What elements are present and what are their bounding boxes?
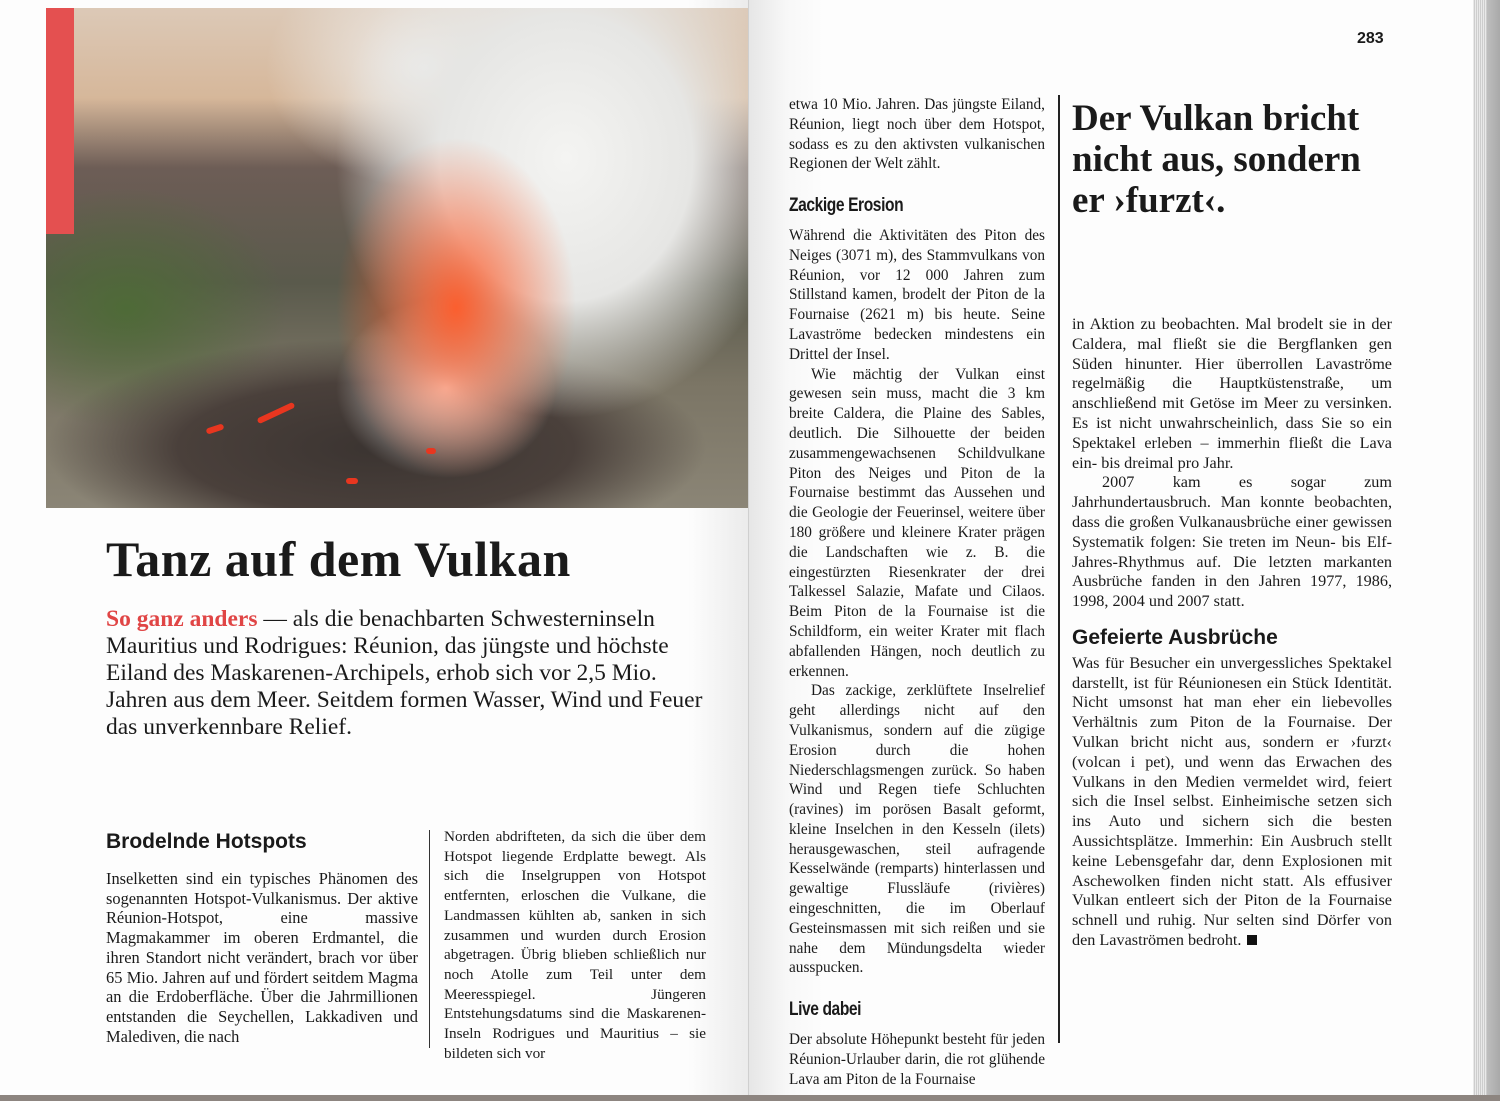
end-of-article-mark bbox=[1247, 935, 1257, 945]
lead-keyword: So ganz anders bbox=[106, 606, 258, 632]
lava-flow-mark bbox=[346, 478, 358, 484]
page-edge bbox=[1473, 0, 1487, 1096]
body-column-b: Norden abdrifteten, da sich die über dem Hotspot liegende Erdplatte bewegt. Als sich die Inselgruppen von Hotspot entfernten, erloschen die Vulkane, die Landmassen kühlten ab, sanken in sich zusammen und wurden durch Erosion abgetragen. Übrig blieben schließlich nur noch Atolle zum Teil unter dem Meeresspiegel. Jüngeren Entstehungsdatums sind die Maskarenen-Inseln Rodrigues und Mauritius – sie bildeten sich vor bbox=[444, 828, 706, 1062]
lava-flow-mark bbox=[257, 402, 296, 424]
page-number: 283 bbox=[1357, 30, 1384, 47]
volcano-eruption-photo bbox=[46, 8, 748, 508]
section-heading-hotspots: Brodelnde Hotspots bbox=[106, 830, 307, 853]
paragraph-text: Was für Besucher ein unvergessliches Spektakel darstellt, ist für Réunionesen ein Stück Identität. Nicht umsonst hat man eher ein liebevolles Verhältnis zum Piton de la Fournaise. Der Vulkan bricht nicht aus, sondern er ›furzt‹ (volcan i pet), und wenn das Erwachen des Vulkans in den Medien vermeldet wird, feiert sich die Insel selbst. Einheimische setzen sich ins Auto und sichern sich die besten Aussichtsplätze. Immerhin: Ein Ausbruch stellt keine Lebensgefahr dar, denn Explosionen mit Aschewolken finden nicht statt. Als effusiver Vulkan entleert sich der Piton de la Fournaise schnell und ruhig. Nur selten sind Dörfer von den Lavaströmen bedroht. bbox=[1072, 653, 1392, 949]
left-page bbox=[0, 0, 749, 1096]
body-column-d bbox=[1072, 315, 1392, 951]
pull-quote: Der Vulkan bricht nicht aus, sondern er ›furzt‹. bbox=[1072, 98, 1361, 221]
section-heading-erosion: Zackige Erosion bbox=[789, 195, 904, 217]
lava-flow-mark bbox=[206, 423, 225, 434]
paragraph: Wie mächtig der Vulkan einst gewesen sein muss, macht die 3 km breite Caldera, die Plaine des Sables, deutlich. Die Silhouette der beiden zusammengewachsenen Schildvulkane Piton des Neiges und Piton de la Fournaise bestimmt das Aussehen und die Geologie der Feuerinsel, weitere über 180 größere und kleinere Krater prägen die Landschaften wie z. B. die eingestürzten Riesenkrater der drei Talkessel Salazie, Mafate und Cilaos. Beim Piton de la Fournaise ist die Schildform, ein weiter Krater mit flach abfallenden Hängen, noch deutlich zu erkennen. bbox=[789, 365, 1045, 680]
section-heading-live: Live dabei bbox=[789, 999, 862, 1021]
paragraph: Während die Aktivitäten des Piton des Neiges (3071 m), des Stammvulkans von Réunion, vor 12 000 Jahren zum Stillstand kamen, brodelt der Piton de la Fournaise (2621 m) bis heute. Seine Lavaströme bedecken mindestens ein Drittel der Insel. bbox=[789, 226, 1045, 363]
paragraph: Das zackige, zerklüftete Inselrelief geht allerdings nicht auf den Vulkanismus, sondern auf die zügige Erosion durch die hohen Niederschlagsmengen zurück. So haben Wind und Regen tiefe Schluchten (ravines) im porösen Basalt geformt, kleine Inselchen in den Kesseln (ilets) herausgewaschen, steil aufragende Kesselwände (remparts) hinterlassen und gewaltige Flussläufe (rivières) eingeschnitten, die im Oberlauf Gesteinsmassen mit sich reißen und sie nahe dem Mündungsdelta wieder ausspucken. bbox=[789, 682, 1045, 977]
column-divider bbox=[429, 830, 430, 1048]
body-column-c bbox=[789, 95, 1045, 1089]
paragraph: Der absolute Höhepunkt besteht für jeden Réunion-Urlauber darin, die rot glühende Lava am Piton de la Fournaise bbox=[789, 1031, 1045, 1088]
section-heading-ausbrueche: Gefeierte Ausbrüche bbox=[1072, 625, 1278, 649]
paragraph: 2007 kam es sogar zum Jahrhundertausbruch. Man konnte beobachten, dass die großen Vulkanausbrüche einer gewissen Systematik folgen: Sie treten im Neun- bis Elf-Jahres-Rhythmus auf. Die letzten markanten Ausbrüche fanden in den Jahren 1977, 1986, 1998, 2004 und 2007 statt. bbox=[1072, 473, 1392, 611]
book-bottom-edge bbox=[0, 1095, 1500, 1101]
body-column-a: Inselketten sind ein typisches Phänomen des sogenannten Hotspot-Vulkanismus. Der aktive Réunion-Hotspot, eine massive Magmakammer im oberen Erdmantel, die ihren Standort nicht verändert, brach vor über 65 Mio. Jahren auf und fördert seitdem Magma an die Erdoberfläche. Über die Jahrmillionen entstanden die Seychellen, Lakkadiven und Malediven, die nach bbox=[106, 869, 418, 1046]
paragraph: in Aktion zu beobachten. Mal brodelt sie in der Caldera, mal fließt sie die Bergflanken gen Süden hinunter. Hier überrollen Lavaströme regelmäßig die Hauptküstenstraße, um anschließend mit Getöse im Meer zu versinken. Es ist nicht unwahrscheinlich, dass Sie so ein Spektakel erleben – immerhin fließt die Lava ein- bis dreimal pro Jahr. bbox=[1072, 315, 1392, 472]
chapter-title: Tanz auf dem Vulkan bbox=[106, 531, 571, 587]
chapter-accent-bar bbox=[46, 8, 74, 234]
lava-flow-mark bbox=[426, 448, 436, 454]
lead-paragraph bbox=[106, 606, 716, 741]
lead-text: — als die benachbarten Schwesterninseln Mauritius und Rodrigues: Réunion, das jüngste und höchste Eiland des Maskarenen-Archipels, erhob sich vor 2,5 Mio. Jahren aus dem Meer. Seitdem formen Wasser, Wind und Feuer das unverkennbare Relief. bbox=[106, 606, 703, 740]
column-divider bbox=[1058, 95, 1060, 1043]
paragraph bbox=[1072, 654, 1392, 951]
paragraph: etwa 10 Mio. Jahren. Das jüngste Eiland, Réunion, liegt noch über dem Hotspot, sodass es zu den aktivsten vulkanischen Regionen der Welt zählt. bbox=[789, 96, 1045, 173]
